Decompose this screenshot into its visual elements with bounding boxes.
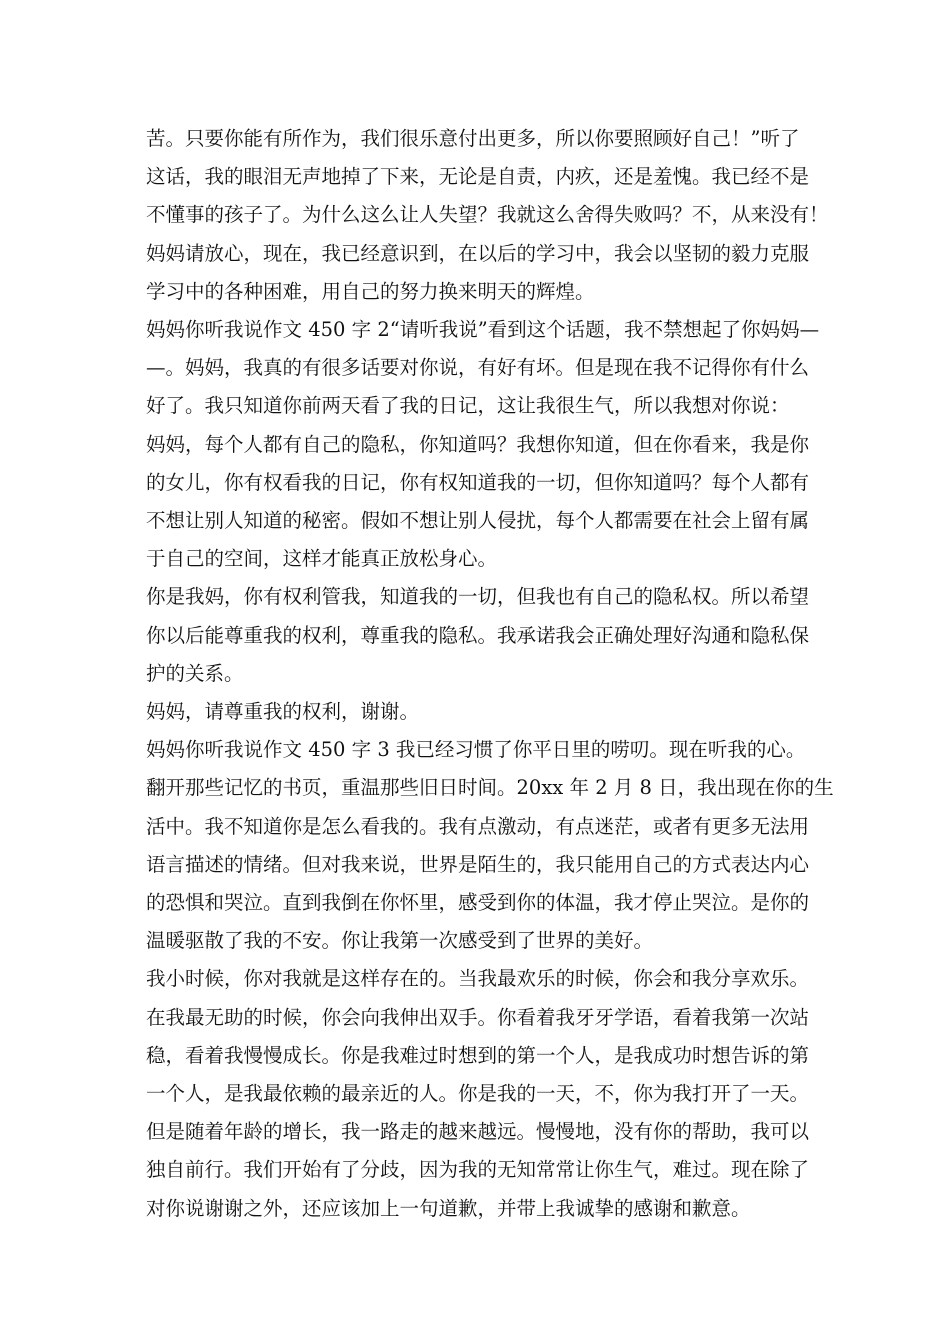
text-line: 在我最无助的时候，你会向我伸出双手。你看着我牙牙学语，看着我第一次站 bbox=[146, 1005, 810, 1029]
text-line: 你以后能尊重我的权利，尊重我的隐私。我承诺我会正确处理好沟通和隐私保 bbox=[146, 623, 810, 647]
text-line: 温暖驱散了我的不安。你让我第一次感受到了世界的美好。 bbox=[146, 929, 654, 953]
text-line: 稳，看着我慢慢成长。你是我难过时想到的第一个人，是我成功时想告诉的第 bbox=[146, 1043, 810, 1067]
text-line: 对你说谢谢之外，还应该加上一句道歉，并带上我诚挚的感谢和歉意。 bbox=[146, 1196, 751, 1220]
essay-heading-line: 妈妈你听我说作文 450 字 2“请听我说”看到这个话题，我不禁想起了你妈妈— bbox=[146, 318, 820, 342]
text-line: 不懂事的孩子了。为什么这么让人失望？我就这么舍得失败吗？不，从来没有！ bbox=[146, 203, 829, 227]
text-line: 一个人，是我最依赖的最亲近的人。你是我的一天，不，你为我打开了一天。 bbox=[146, 1082, 810, 1106]
text-line: 的女儿，你有权看我的日记，你有权知道我的一切，但你知道吗？每个人都有 bbox=[146, 470, 810, 494]
document-body bbox=[146, 120, 834, 1228]
text-line: 苦。只要你能有所作为，我们很乐意付出更多，所以你要照顾好自己！”听了 bbox=[146, 127, 800, 150]
text-line: —。妈妈，我真的有很多话要对你说，有好有坏。但是现在我不记得你有什么 bbox=[146, 356, 810, 380]
text-line: 这话，我的眼泪无声地掉了下来，无论是自责，内疚，还是羞愧。我已经不是 bbox=[146, 165, 810, 189]
text-line: 护的关系。 bbox=[146, 661, 244, 685]
text-line: 妈妈请放心，现在，我已经意识到，在以后的学习中，我会以坚韧的毅力克服 bbox=[146, 241, 810, 265]
text-line: 的恐惧和哭泣。直到我倒在你怀里，感受到你的体温，我才停止哭泣。是你的 bbox=[146, 891, 810, 915]
text-line: 不想让别人知道的秘密。假如不想让别人侵扰，每个人都需要在社会上留有属 bbox=[146, 509, 810, 533]
text-line: 你是我妈，你有权利管我，知道我的一切，但我也有自己的隐私权。所以希望 bbox=[146, 585, 810, 609]
text-line: 我小时候，你对我就是这样存在的。当我最欢乐的时候，你会和我分享欢乐。 bbox=[146, 967, 810, 991]
text-line: 好了。我只知道你前两天看了我的日记，这让我很生气，所以我想对你说： bbox=[146, 394, 790, 418]
text-line: 学习中的各种困难，用自己的努力换来明天的辉煌。 bbox=[146, 279, 595, 303]
text-line: 翻开那些记忆的书页，重温那些旧日时间。20xx 年 2 月 8 日，我出现在你的生 bbox=[146, 776, 834, 800]
text-line: 活中。我不知道你是怎么看我的。我有点激动，有点迷茫，或者有更多无法用 bbox=[146, 814, 810, 838]
text-line: 但是随着年龄的增长，我一路走的越来越远。慢慢地，没有你的帮助，我可以 bbox=[146, 1120, 810, 1144]
text-line: 独自前行。我们开始有了分歧，因为我的无知常常让你生气，难过。现在除了 bbox=[146, 1158, 810, 1182]
text-line: 于自己的空间，这样才能真正放松身心。 bbox=[146, 547, 498, 571]
text-line: 妈妈，请尊重我的权利，谢谢。 bbox=[146, 700, 420, 724]
text-line: 妈妈，每个人都有自己的隐私，你知道吗？我想你知道，但在你看来，我是你 bbox=[146, 432, 810, 456]
text-line: 语言描述的情绪。但对我来说，世界是陌生的，我只能用自己的方式表达内心 bbox=[146, 852, 810, 876]
essay-heading-line: 妈妈你听我说作文 450 字 3 我已经习惯了你平日里的唠叨。现在听我的心。 bbox=[146, 738, 806, 762]
